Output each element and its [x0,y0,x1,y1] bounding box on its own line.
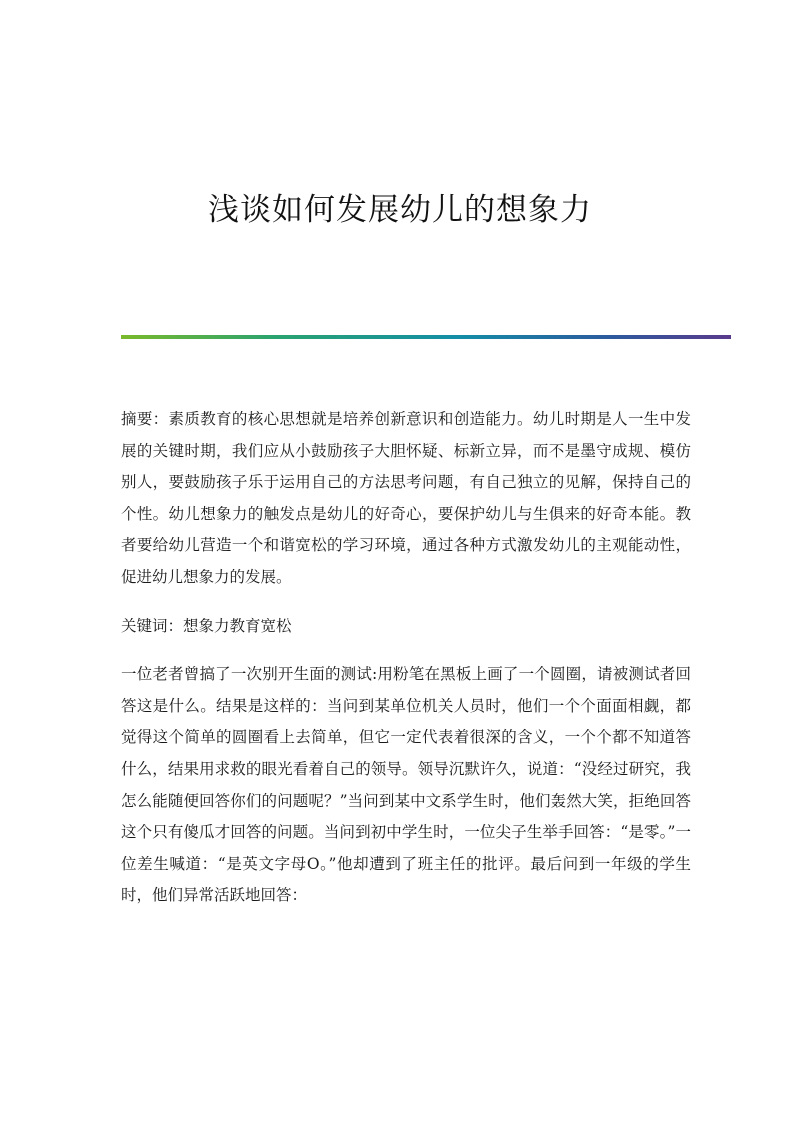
page-title: 浅谈如何发展幼儿的想象力 [208,192,592,228]
abstract-paragraph: 摘要：素质教育的核心思想就是培养创新意识和创造能力。幼儿时期是人一生中发展的关键时期，我们应从小鼓励孩子大胆怀疑、标新立异，而不是墨守成规、模仿别人，要鼓励孩子乐于运用自己的方法思考问题，有自己独立的见解，保持自己的个性。幼儿想象力的触发点是幼儿的好奇心，要保护幼儿与生俱来的好奇本能。教者要给幼儿营造一个和谐宽松的学习环境，通过各种方式激发幼儿的主观能动性，促进幼儿想象力的发展。 [121,410,691,586]
body-paragraph: 一位老者曾搞了一次别开生面的测试:用粉笔在黑板上画了一个圆圈，请被测试者回答这是什么。结果是这样的：当问到某单位机关人员时，他们一个个面面相觑，都觉得这个简单的圆圈看上去简单，但它一定代表着很深的含义，一个个都不知道答什么，结果用求救的眼光看着自己的领导。领导沉默许久，说道：“没经过研究，我怎么能随便回答你们的问题呢？”当问到某中文系学生时，他们轰然大笑，拒绝回答这个只有傻瓜才回答的问题。当问到初中学生时，一位尖子生举手回答：“是零。”一位差生喊道：“是英文字母O。”他却遭到了班主任的批评。最后问到一年级的学生时，他们异常活跃地回答： [121,665,691,905]
keywords-line: 关键词：想象力教育宽松 [121,616,292,635]
paragraph-gap [121,594,691,611]
title-divider [121,335,731,339]
document-body [121,404,691,912]
paragraph-gap [121,642,691,659]
